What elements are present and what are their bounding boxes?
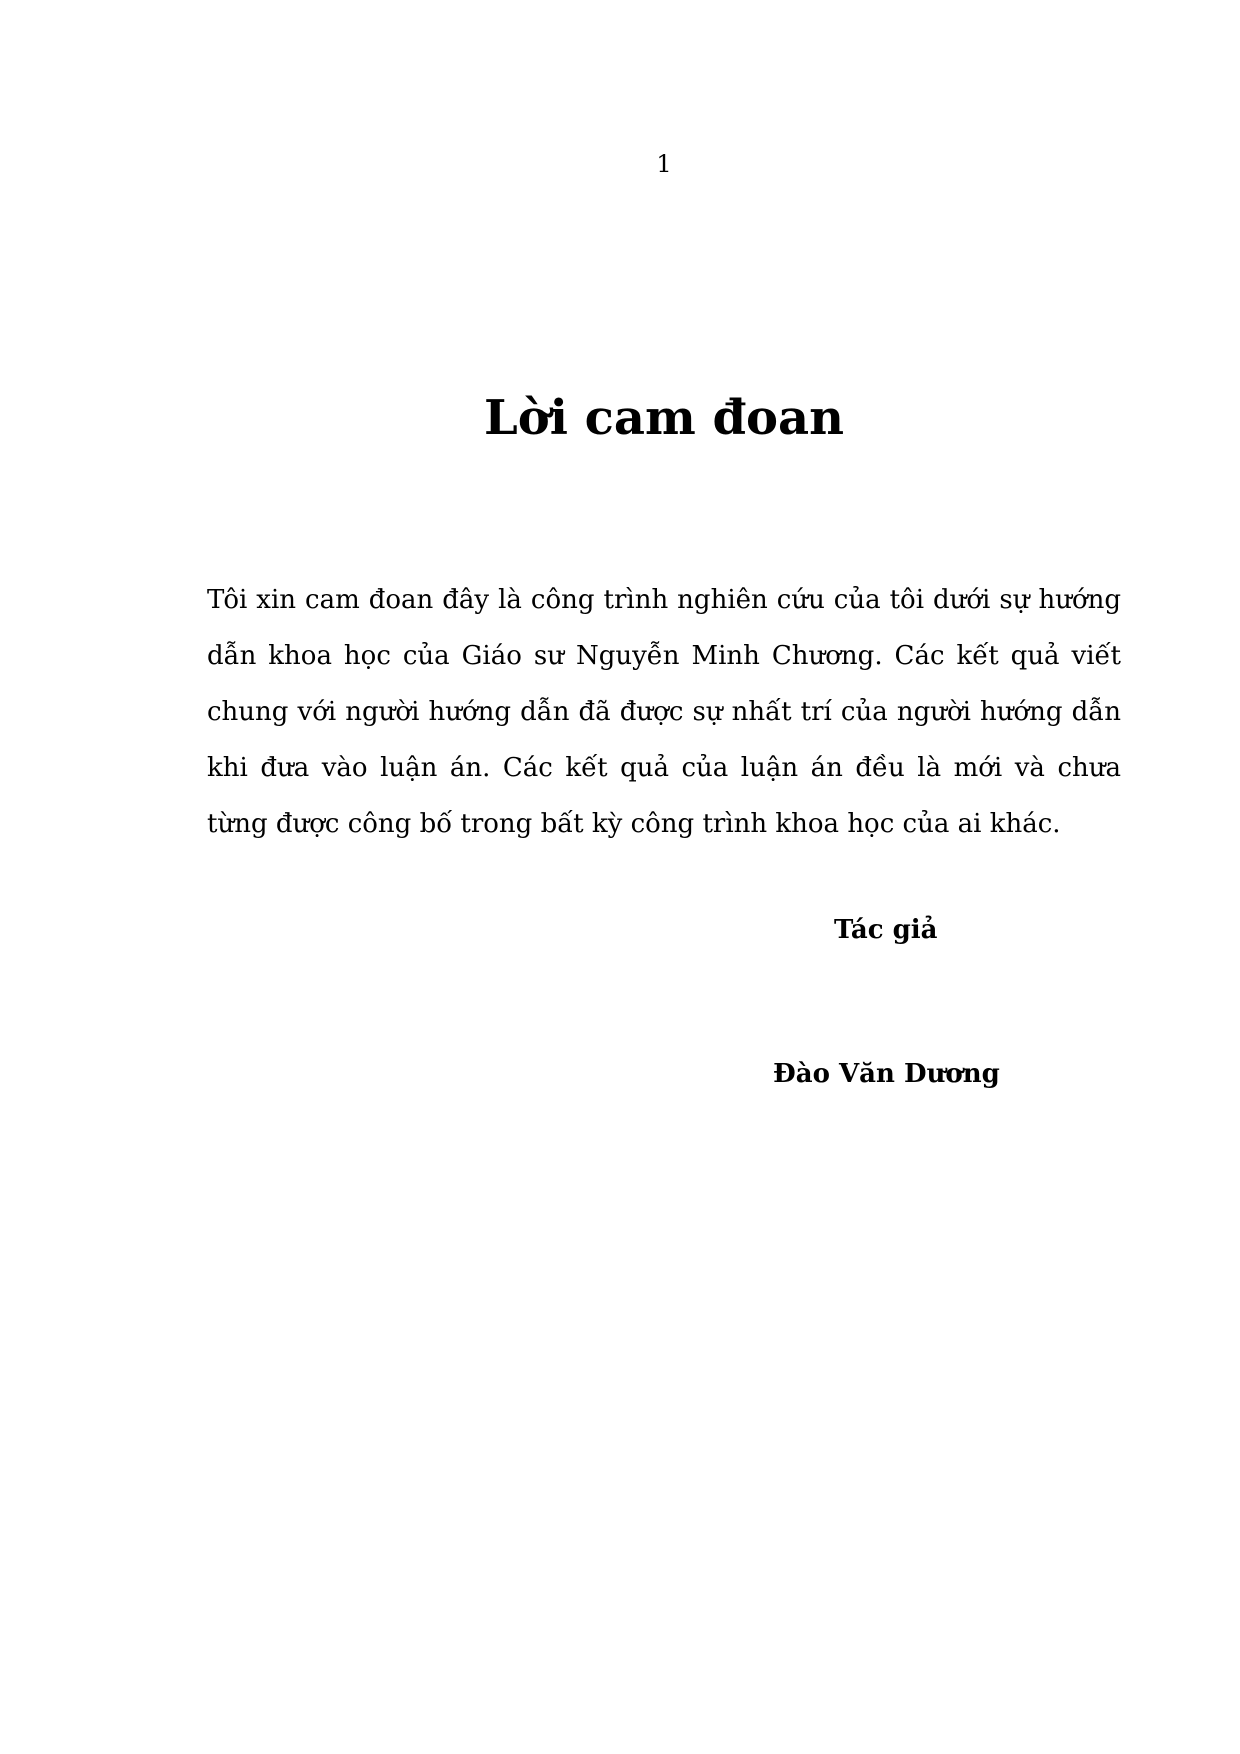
declaration-paragraph: Tôi xin cam đoan đây là công trình nghiên cứu của tôi dưới sự hướng dẫn khoa học của Giáo sư Nguyễn Minh Chương. Các kết quả viết chung với người hướng dẫn đã được sự nhất trí của người hướng dẫn khi đưa vào luận án. Các kết quả của luận án đều là mới và chưa từng được công bố trong bất kỳ công trình khoa học của ai khác. [207,585,1121,839]
page-number: 1 [656,150,672,178]
page-title: Lời cam đoan [483,390,845,446]
author-label: Tác giả [834,915,938,945]
author-name: Đào Văn Dương [773,1059,1000,1089]
